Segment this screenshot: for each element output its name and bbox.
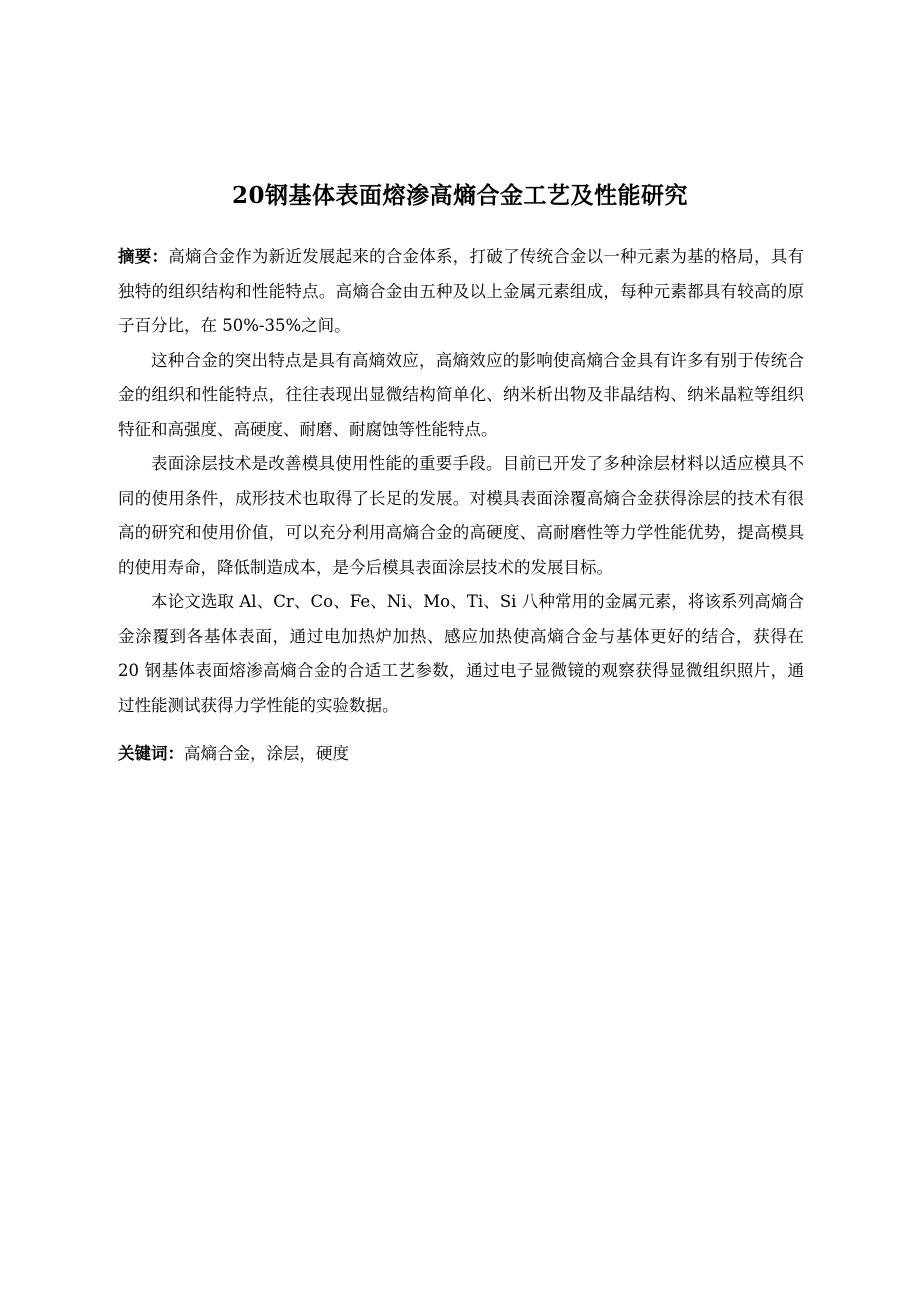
- keywords-label: 关键词：: [118, 744, 184, 763]
- abstract-paragraph-3: 表面涂层技术是改善模具使用性能的重要手段。目前已开发了多种涂层材料以适应模具不同的使用条件，成形技术也取得了长足的发展。对模具表面涂覆高熵合金获得涂层的技术有很高的研究和使用价值，可以充分利用高熵合金的高硬度、高耐磨性等力学性能优势，提高模具的使用寿命，降低制造成本，是今后模具表面涂层技术的发展目标。: [118, 454, 804, 577]
- abstract-label: 摘要：: [118, 247, 169, 266]
- abstract-paragraph-2: 这种合金的突出特点是具有高熵效应，高熵效应的影响使高熵合金具有许多有别于传统合金的组织和性能特点，往往表现出显微结构简单化、纳米析出物及非晶结构、纳米晶粒等组织特征和高强度、高硬度、耐磨、耐腐蚀等性能特点。: [118, 350, 804, 439]
- abstract-paragraph-4: 本论文选取 Al、Cr、Co、Fe、Ni、Mo、Ti、Si 八种常用的金属元素，将该系列高熵合金涂覆到各基体表面，通过电加热炉加热、感应加热使高熵合金与基体更好的结合，获得在 20 钢基体表面熔渗高熵合金的合适工艺参数，通过电子显微镜的观察获得显微组织照片，通过性能测试获得力学性能的实验数据。: [118, 592, 804, 715]
- keywords-text: 高熵合金，涂层，硬度: [184, 744, 349, 763]
- paper-title: 20钢基体表面熔渗高熵合金工艺及性能研究: [231, 182, 688, 209]
- abstract-paragraph-1-text: 高熵合金作为新近发展起来的合金体系，打破了传统合金以一种元素为基的格局，具有独特的组织结构和性能特点。高熵合金由五种及以上金属元素组成，每种元素都具有较高的原子百分比，在 50%-35%之间。: [118, 247, 805, 335]
- abstract-paragraph-1: [118, 240, 804, 344]
- abstract-section: [118, 240, 804, 772]
- keywords-line: [118, 737, 804, 772]
